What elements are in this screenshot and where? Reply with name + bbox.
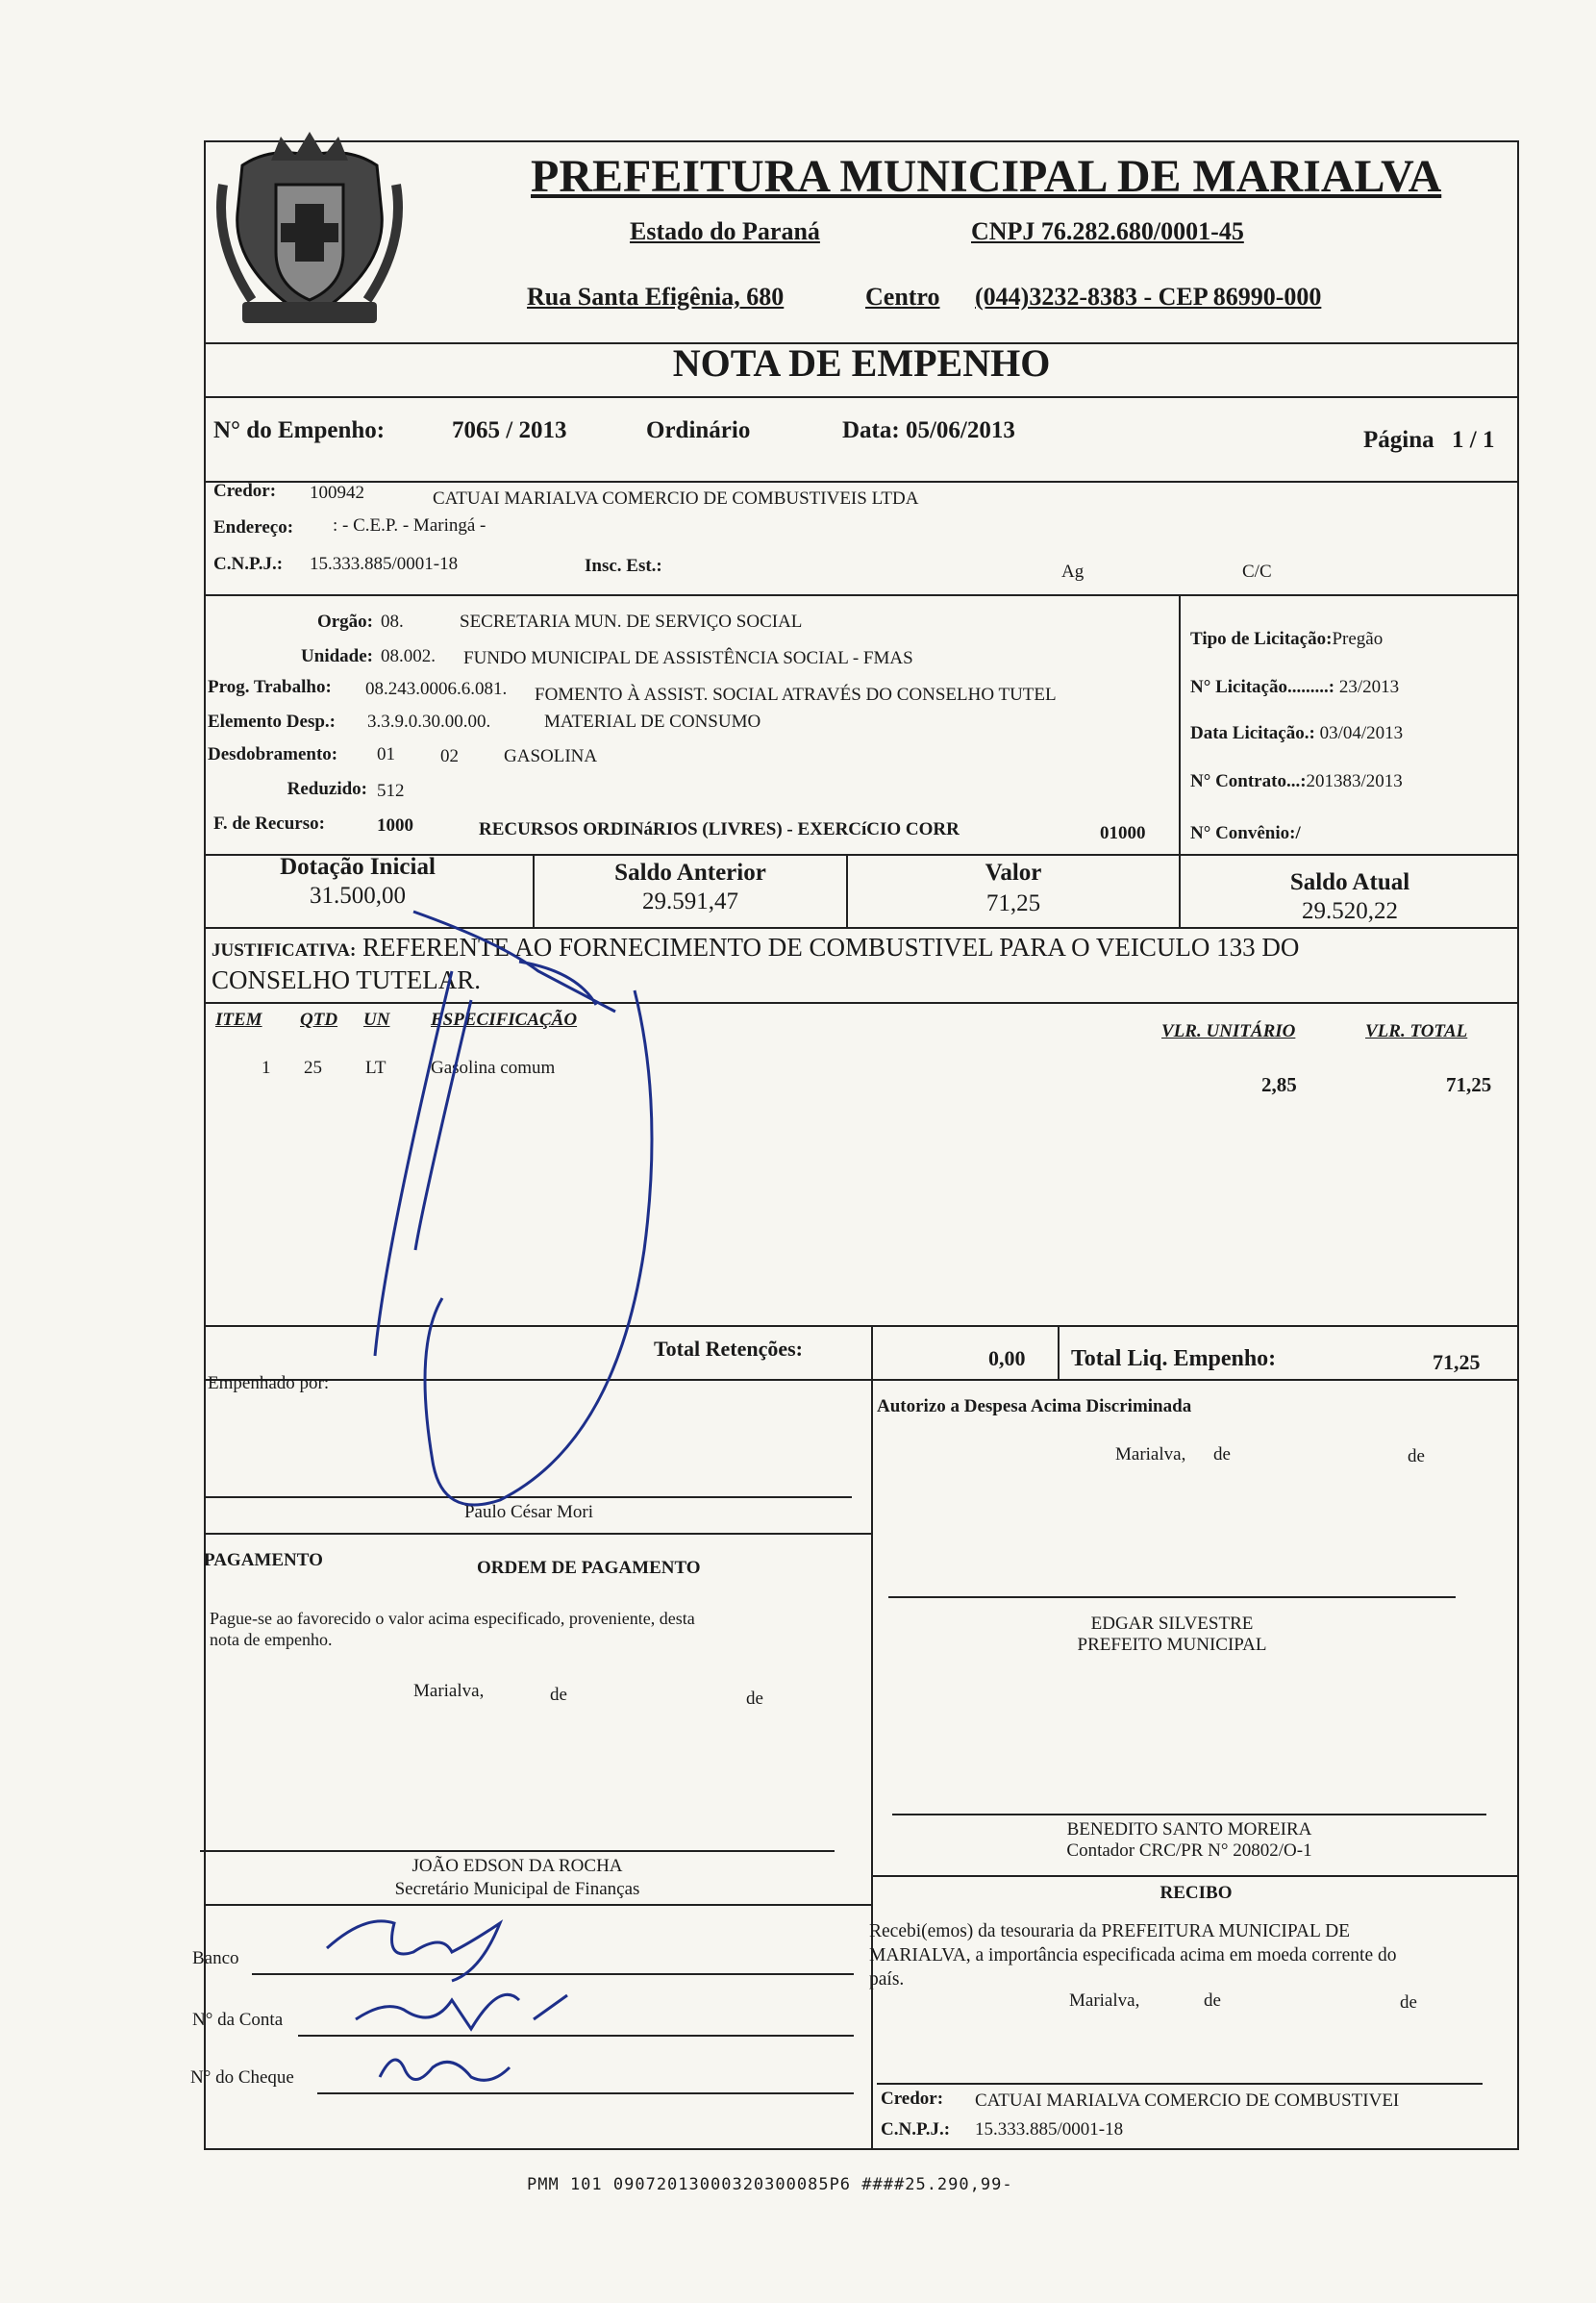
recurso-label: F. de Recurso: [213,814,325,834]
autorizo-cidade: Marialva, [1115,1444,1186,1464]
endereco-label: Endereço: [213,517,294,538]
col-especificacao: ESPECIFICAÇÃO [431,1010,578,1030]
credor-label: Credor: [213,481,277,501]
orgao-code: 08. [381,612,404,632]
recurso-name: RECURSOS ORDINáRIOS (LIVRES) - EXERCíCIO CORR [479,819,960,839]
address: Rua Santa Efigênia, 680 [527,283,785,311]
empenhado-por-name: Paulo César Mori [463,1502,594,1522]
prefeito-name: EDGAR SILVESTRE [1090,1614,1254,1634]
pagamento-de-1: de [550,1685,567,1705]
autorizo-de-2: de [1408,1446,1425,1466]
header-cnpj: CNPJ 76.282.680/0001-45 [971,217,1244,245]
orgao-label: Orgão: [316,612,373,632]
prog-label: Prog. Trabalho: [208,677,332,697]
valor-value: 71,25 [985,890,1041,916]
col-item: ITEM [215,1010,262,1030]
data-licitacao: Data Licitação.: 03/04/2013 [1190,723,1404,743]
saldo-atual-value: 29.520,22 [1302,898,1398,924]
row-spec: Gasolina comum [431,1058,556,1078]
cnpj-value: 15.333.885/0001-18 [310,554,459,574]
reduzido-value: 512 [377,781,405,801]
justificativa-line2: CONSELHO TUTELAR. [212,965,481,994]
insc-label: Insc. Est.: [585,556,662,576]
credor-code: 100942 [310,483,364,503]
autorizo-label: Autorizo a Despesa Acima Discriminada [877,1396,1192,1416]
numero-convenio: N° Convênio:/ [1190,823,1301,843]
empenhado-por-label: Empenhado por: [208,1373,330,1393]
prefeito-title: PREFEITO MUNICIPAL [1077,1635,1267,1655]
justificativa-label: JUSTIFICATIVA: [212,940,357,961]
pagamento-label: PAGAMENTO [204,1550,323,1570]
endereco-value: : - C.E.P. - Maringá - [333,515,486,536]
contador-name: BENEDITO SANTO MOREIRA [1066,1819,1312,1840]
district: Centro [865,283,940,311]
pagamento-de-2: de [746,1689,763,1709]
empenho-number: 7065 / 2013 [452,417,567,443]
row-total: 71,25 [1446,1073,1492,1096]
col-vlr-total: VLR. TOTAL [1365,1021,1468,1041]
recibo-de-2: de [1400,1992,1417,2013]
autorizo-de-1: de [1213,1444,1231,1464]
elemento-name: MATERIAL DE CONSUMO [544,712,761,732]
desdobramento-name: GASOLINA [504,746,598,766]
row-qtd: 25 [304,1058,322,1078]
prog-name: FOMENTO À ASSIST. SOCIAL ATRAVÉS DO CONSELHO TUTEL [535,685,1057,705]
recibo-text: Recebi(emos) da tesouraria da PREFEITURA MUNICIPAL DE MARIALVA, a importância especificada acima em moeda corrente do país. [869,1921,1397,1990]
liquido-value: 71,25 [1433,1350,1481,1374]
recurso-code: 1000 [377,815,413,836]
empenho-date: Data: 05/06/2013 [842,417,1015,443]
secretario-name: JOÃO EDSON DA ROCHA [411,1856,623,1876]
recibo-credor-label: Credor: [881,2089,944,2109]
empenho-label: N° do Empenho: [213,417,386,443]
unidade-label: Unidade: [301,646,373,666]
row-un: LT [365,1058,387,1078]
dotacao-value: 31.500,00 [310,883,406,909]
valor-label: Valor [985,860,1042,886]
reduzido-label: Reduzido: [287,779,367,799]
conta-label: N° da Conta [192,2010,284,2030]
document-title: NOTA DE EMPENHO [672,341,1051,385]
pagamento-cidade: Marialva, [413,1681,485,1701]
saldo-anterior-label: Saldo Anterior [614,860,766,886]
page-value: 1 / 1 [1452,427,1495,453]
col-vlr-unitario: VLR. UNITÁRIO [1161,1021,1296,1041]
recibo-de-1: de [1204,1990,1221,2011]
unidade-name: FUNDO MUNICIPAL DE ASSISTÊNCIA SOCIAL - FMAS [463,648,913,668]
cheque-label: N° do Cheque [190,2067,294,2088]
footer-code: PMM 101 09072013000320300085P6 ####25.290,99- [527,2175,1013,2194]
state-label: Estado do Paraná [630,217,820,245]
numero-licitacao: N° Licitação.........: 23/2013 [1190,677,1400,697]
recibo-credor-value: CATUAI MARIALVA COMERCIO DE COMBUSTIVEI [975,2090,1400,2111]
saldo-atual-label: Saldo Atual [1289,869,1410,895]
desdobramento-b: 02 [440,746,459,766]
row-unit: 2,85 [1261,1073,1297,1096]
pague-se-text: Pague-se ao favorecido o valor acima especificado, proveniente, desta nota de empenho. [210,1609,695,1649]
saldo-anterior-value: 29.591,47 [642,889,738,914]
ordem-pagamento-label: ORDEM DE PAGAMENTO [477,1558,701,1578]
elemento-label: Elemento Desp.: [208,712,336,732]
recurso-code2: 01000 [1100,823,1146,843]
cnpj-label: C.N.P.J.: [213,554,284,574]
desdobramento-label: Desdobramento: [208,744,338,764]
justificativa-line1: REFERENTE AO FORNECIMENTO DE COMBUSTIVEL PARA O VEICULO 133 DO [362,933,1300,962]
orgao-name: SECRETARIA MUN. DE SERVIÇO SOCIAL [460,612,803,632]
prog-code: 08.243.0006.6.081. [365,679,508,699]
col-qtd: QTD [300,1010,338,1030]
recibo-cidade: Marialva, [1069,1990,1140,2011]
secretario-title: Secretário Municipal de Finanças [394,1879,640,1899]
unidade-code: 08.002. [381,646,436,666]
credor-name: CATUAI MARIALVA COMERCIO DE COMBUSTIVEIS LTDA [433,488,919,509]
page-label: Página [1363,427,1434,453]
recibo-cnpj-label: C.N.P.J.: [881,2119,951,2140]
recibo-cnpj-value: 15.333.885/0001-18 [975,2119,1124,2140]
row-item: 1 [262,1058,271,1078]
liquido-label: Total Liq. Empenho: [1071,1346,1277,1371]
municipality-title: PREFEITURA MUNICIPAL DE MARIALVA [531,151,1442,202]
retencoes-label: Total Retenções: [654,1337,803,1361]
desdobramento-a: 01 [377,744,395,764]
tipo-licitacao: Tipo de Licitação:Pregão [1190,629,1384,649]
recibo-title: RECIBO [1160,1883,1233,1903]
elemento-code: 3.3.9.0.30.00.00. [367,712,491,732]
cc-label: C/C [1242,562,1272,582]
contador-title: Contador CRC/PR N° 20802/O-1 [1066,1840,1312,1861]
col-un: UN [363,1010,390,1030]
phone-cep: (044)3232-8383 - CEP 86990-000 [975,283,1322,311]
retencoes-value: 0,00 [988,1346,1026,1370]
ag-label: Ag [1061,562,1085,582]
numero-contrato: N° Contrato...:201383/2013 [1190,771,1403,791]
dotacao-label: Dotação Inicial [280,854,436,880]
empenho-type: Ordinário [646,417,751,443]
banco-label: Banco [192,1948,239,1968]
